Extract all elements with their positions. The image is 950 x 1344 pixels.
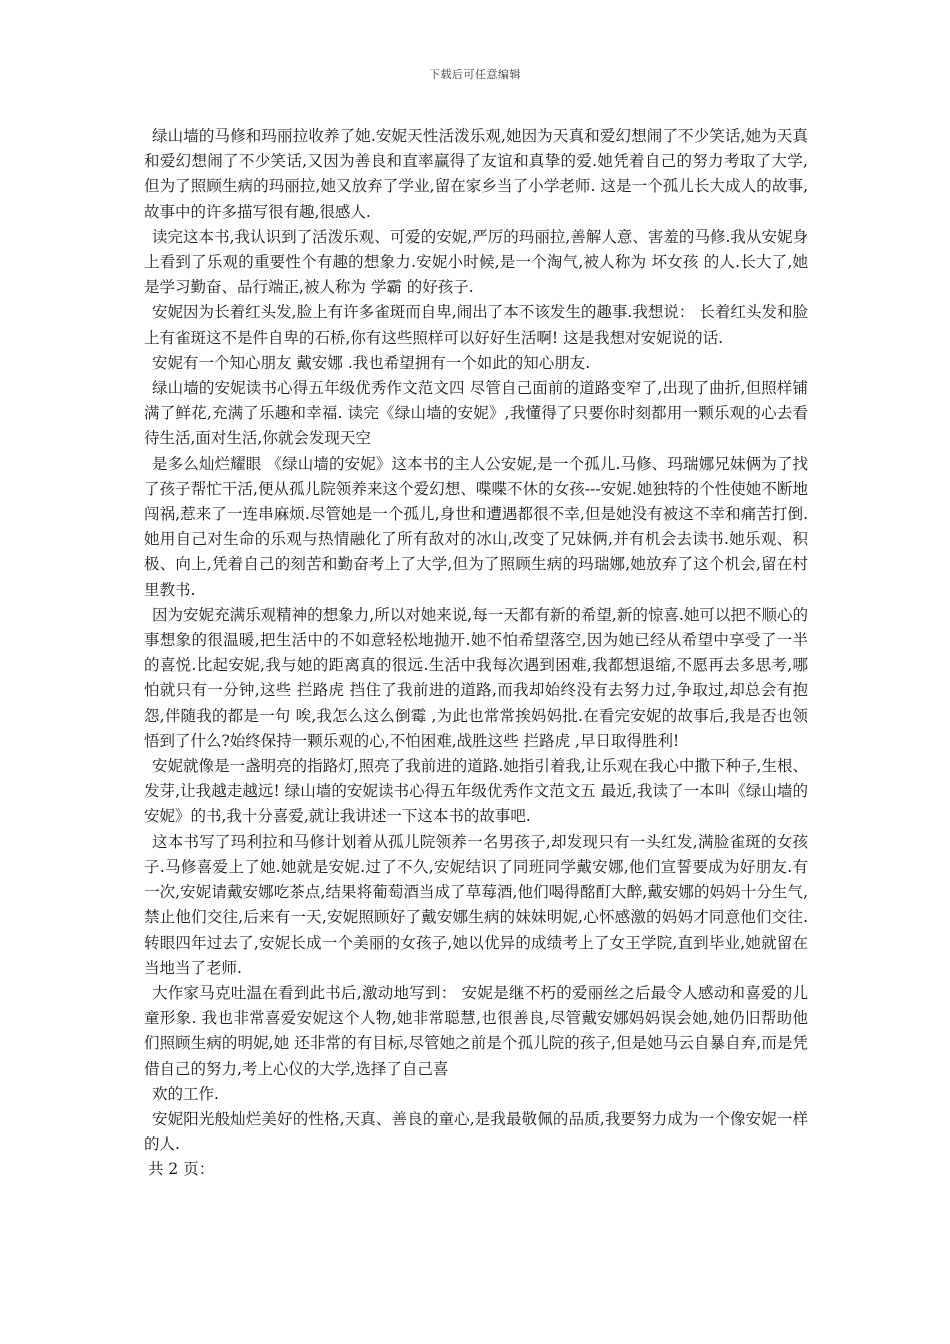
paragraph: 安妮有一个知心朋友 戴安娜 .我也希望拥有一个如此的知心朋友.: [152, 353, 591, 372]
paragraph: 绿山墙的安妮读书心得五年级优秀作文范文四 尽管自己面前的道路变窄了,出现了曲折,但照样铺满了鲜花,充满了乐趣和幸福. 读完《绿山墙的安妮》,我懂得了只要你时刻都用一颗乐观的心去看待生活,面对生活,你就会发现天空: [144, 379, 808, 448]
paragraph: 大作家马克吐温在看到此书后,激动地写到： 安妮是继不朽的爱丽丝之后最令人感动和喜爱的儿童形象. 我也非常喜爱安妮这个人物,她非常聪慧,也很善良,尽管戴安娜妈妈误会她,她仍旧帮助他们照顾生病的明妮,她 还非常的有目标,尽管她之前是个孤儿院的孩子,但是她马云自暴自弃,而是凭借自己的努力,考上心仪的大学,选择了自己喜: [144, 983, 808, 1078]
paragraph: 绿山墙的马修和玛丽拉收养了她.安妮天性活泼乐观,她因为天真和爱幻想闹了不少笑话,她为天真和爱幻想闹了不少笑话,又因为善良和直率赢得了友谊和真挚的爱.她凭着自己的努力考取了大学,但为了照顾生病的玛丽拉,她又放弃了学业,留在家乡当了小学老师. 这是一个孤儿长大成人的故事,故事中的许多描写很有趣,很感人.: [144, 127, 808, 221]
paragraph: 读完这本书,我认识到了活泼乐观、可爱的安妮,严厉的玛丽拉,善解人意、害羞的马修.我从安妮身上看到了乐观的重要性个有趣的想象力.安妮小时候,是一个淘气,被人称为 坏女孩 的人.长大了,她是学习勤奋、品行端正,被人称为 学霸 的好孩子.: [144, 227, 808, 297]
paragraph: 安妮阳光般灿烂美好的性格,天真、善良的童心,是我最敬佩的品质,我要努力成为一个像安妮一样的人.: [144, 1109, 808, 1154]
paragraph: 这本书写了玛利拉和马修计划着从孤儿院领养一名男孩子,却发现只有一头红发,满脸雀斑的女孩子.马修喜爱上了她.她就是安妮.过了不久,安妮结识了同班同学戴安娜,他们宣誓要成为好朋友.有一次,安妮请戴安娜吃茶点,结果将葡萄酒当成了草莓酒,他们喝得酩酊大醉,戴安娜的妈妈十分生气,禁止他们交往,后来有一天,安妮照顾好了戴安娜生病的妹妹明妮,心怀感激的妈妈才同意他们交往.转眼四年过去了,安妮长成一个美丽的女孩子,她以优异的成绩考上了女王学院,直到毕业,她就留在当地当了老师.: [144, 832, 808, 977]
paragraph: 欢的工作.: [152, 1084, 219, 1103]
paragraph: 安妮就像是一盏明亮的指路灯,照亮了我前进的道路.她指引着我,让乐观在我心中撒下种子,生根、发芽,让我越走越远! 绿山墙的安妮读书心得五年级优秀作文范文五 最近,我读了一本叫《绿山墙的安妮》的书,我十分喜爱,就让我讲述一下这本书的故事吧.: [144, 757, 808, 826]
paragraph: 安妮因为长着红头发,脸上有许多雀斑而自卑,闹出了本不该发生的趣事.我想说： 长着红头发和脸上有雀斑这不是件自卑的石桥,你有这些照样可以好好生活啊! 这是我想对安妮说的话.: [144, 303, 808, 347]
page-header: 下载后可任意编辑: [429, 68, 521, 81]
paragraph: 因为安妮充满乐观精神的想象力,所以对她来说,每一天都有新的希望,新的惊喜.她可以把不顺心的事想象的很温暖,把生活中的不如意轻松地抛开.她不怕希望落空,因为她已经从希望中享受了一半的喜悦.比起安妮,我与她的距离真的很远.生活中我每次遇到困难,我都想退缩,不愿再去多思考,哪怕就只有一分钟,这些 拦路虎 挡住了我前进的道路,而我却始终没有去努力过,争取过,却总会有抱怨,伴随我的都是一句 唉,我怎么这么倒霉 ,为此也常常挨妈妈批.在看完安妮的故事后,我是否也领悟到了什么?始终保持一颗乐观的心,不怕困难,战胜这些 拦路虎 ,早日取得胜利!: [144, 605, 808, 750]
paragraph: 是多么灿烂耀眼 《绿山墙的安妮》这本书的主人公安妮,是一个孤儿.马修、玛瑞娜兄妹俩为了找了孩子帮忙干活,便从孤儿院领养来这个爱幻想、喋喋不休的女孩---安妮.她独特的个性使她不断地闯祸,惹来了一连串麻烦.尽管她是一个孤儿,身世和遭遇都很不幸,但是她没有被这不幸和痛苦打倒.她用自己对生命的乐观与热情融化了所有敌对的冰山,改变了兄妹俩,并有机会去读书.她乐观、积极、向上,凭着自己的刻苦和勤奋考上了大学,但为了照顾生病的玛瑞娜,她放弃了这个机会,留在村里教书.: [144, 454, 808, 599]
page-count: 共 2 页：: [148, 1160, 215, 1179]
document-body: [144, 124, 808, 1183]
